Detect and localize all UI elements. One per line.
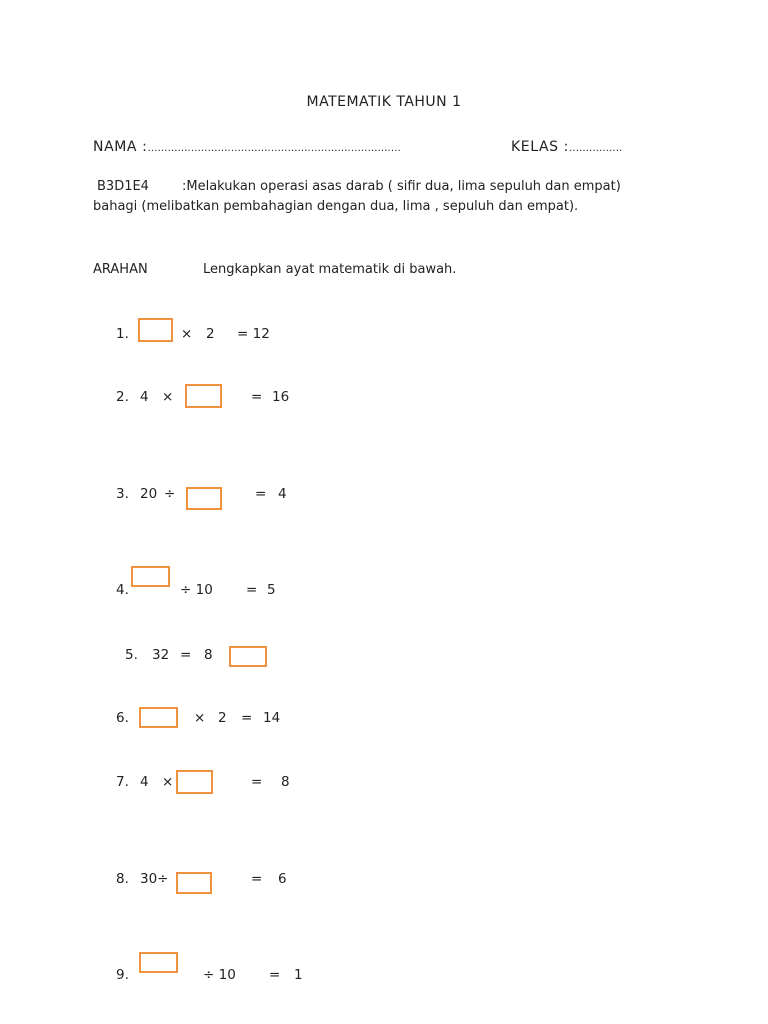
operator: × [162, 774, 174, 790]
question-number: 2. [116, 389, 129, 405]
answer-box[interactable] [176, 872, 212, 894]
result: 4 [278, 486, 287, 502]
objective-line-1: :Melakukan operasi asas darab ( sifir dua, lima sepuluh dan empat) [182, 179, 621, 194]
equals-sign: = [255, 486, 267, 502]
answer-box[interactable] [139, 707, 178, 728]
objective-code: B3D1E4 [97, 179, 149, 194]
result: 16 [272, 389, 290, 405]
operator: × [162, 389, 174, 405]
operator: ÷ 10 [203, 967, 236, 983]
answer-box[interactable] [138, 318, 173, 342]
question-number: 3. [116, 486, 129, 502]
answer-box[interactable] [139, 952, 178, 973]
equals-sign: = [241, 710, 253, 726]
result: 5 [267, 582, 276, 598]
result: 1 [294, 967, 303, 983]
equals-sign: = [180, 647, 192, 663]
kelas-label: KELAS : [511, 139, 569, 155]
nama-label: NAMA : [93, 139, 148, 155]
operand: 8 [204, 647, 213, 663]
kelas-dots: ……………. [568, 143, 623, 154]
result: 6 [278, 871, 287, 887]
equals-sign: = [269, 967, 281, 983]
objective-line-2: bahagi (melibatkan pembahagian dengan dua, lima , sepuluh dan empat). [93, 199, 579, 214]
answer-box[interactable] [186, 487, 222, 510]
operand: 30÷ [140, 871, 169, 887]
result: 8 [281, 774, 290, 790]
nama-field[interactable] [93, 139, 401, 155]
operand: 2 [206, 326, 215, 342]
equals-sign: = [251, 871, 263, 887]
equals-sign: = [246, 582, 258, 598]
operator: × [194, 710, 206, 726]
answer-box[interactable] [176, 770, 213, 794]
operand: 4 [140, 389, 149, 405]
instruction-text: Lengkapkan ayat matematik di bawah. [203, 262, 457, 277]
equals-sign: = [251, 774, 263, 790]
result: 14 [263, 710, 281, 726]
question-number: 5. [125, 647, 138, 663]
equals-result: = 12 [237, 326, 270, 342]
nama-dots: …………………………………………………………………. [147, 143, 401, 154]
question-number: 8. [116, 871, 129, 887]
page-title: MATEMATIK TAHUN 1 [306, 94, 462, 110]
question-number: 6. [116, 710, 129, 726]
operand: 2 [218, 710, 227, 726]
operand: 20 [140, 486, 158, 502]
question-number: 7. [116, 774, 129, 790]
operator: ÷ 10 [180, 582, 213, 598]
instruction-label: ARAHAN [93, 262, 148, 277]
answer-box[interactable] [185, 384, 222, 408]
answer-box[interactable] [131, 566, 170, 587]
question-number: 9. [116, 967, 129, 983]
operator: ÷ [164, 486, 176, 502]
answer-box[interactable] [229, 646, 267, 667]
operator: × [181, 326, 193, 342]
question-number: 1. [116, 326, 129, 342]
equals-sign: = [251, 389, 263, 405]
question-number: 4. [116, 582, 129, 598]
kelas-field[interactable] [511, 139, 622, 155]
operand: 32 [152, 647, 170, 663]
operand: 4 [140, 774, 149, 790]
